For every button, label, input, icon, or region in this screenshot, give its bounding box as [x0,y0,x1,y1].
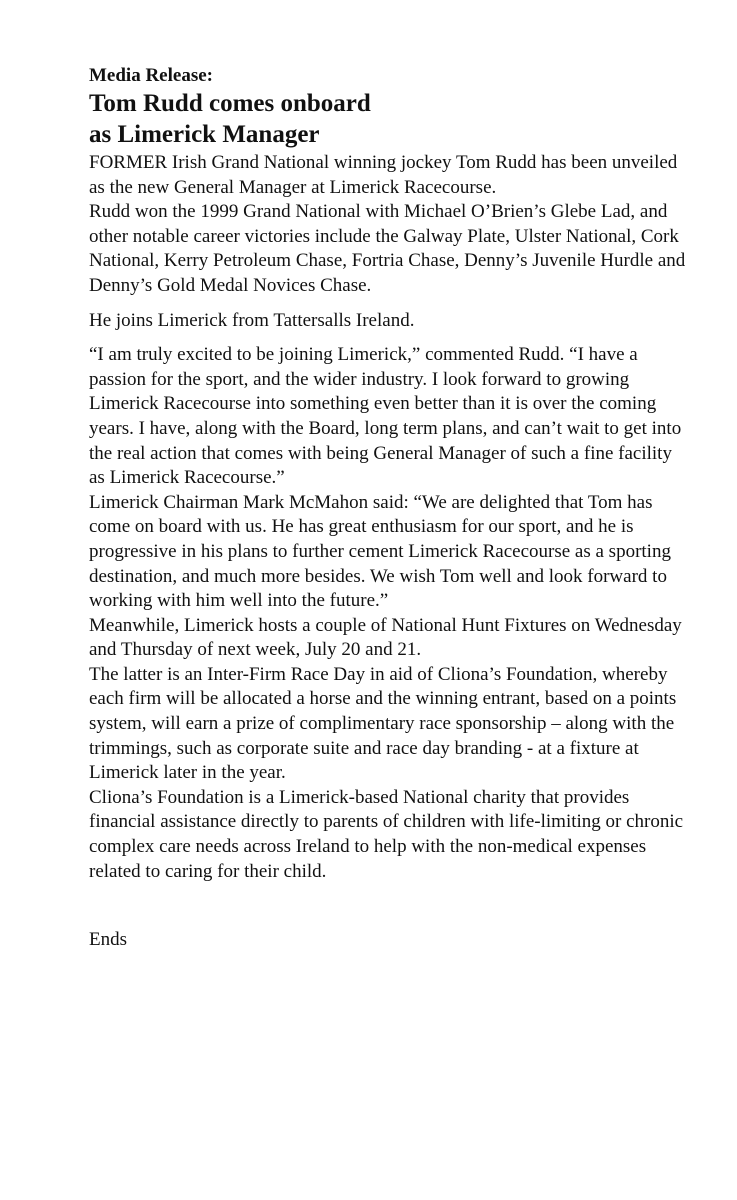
paragraph-fixtures: Meanwhile, Limerick hosts a couple of National Hunt Fixtures on Wednesday and Thursday of next week, July 20 and 21. [89,614,682,661]
paragraph-rudd-quote: “I am truly excited to be joining Limerick,” commented Rudd. “I have a passion for the sport, and the wider industry. I look forward to growing Limerick Racecourse into something even better than it is over the coming years. I have, along with the Board, long term plans, and can’t wait to get into the real action that comes with being General Manager of such a fine facility as Limerick Racecourse.” [89,344,682,489]
paragraph-intro: FORMER Irish Grand National winning jockey Tom Rudd has been unveiled as the new General Manager at Limerick Racecourse. [89,152,678,198]
paragraph-career: Rudd won the 1999 Grand National with Michael O’Brien’s Glebe Lad, and other notable career victories include the Galway Plate, Ulster National, Cork National, Kerry Petroleum Chase, Fortria Chase, Denny’s Juvenile Hurdle and Denny’s Gold Medal Novices Chase. [89,201,686,296]
headline-line-2: as Limerick Manager [89,121,320,148]
paragraph-joins: He joins Limerick from Tattersalls Ireland. [89,309,415,331]
press-release-document [89,64,689,953]
paragraph-foundation: Cliona’s Foundation is a Limerick-based National charity that provides financial assistance directly to parents of children with life-limiting or chronic complex care needs across Ireland to help with the non-medical expenses related to caring for their child. [89,786,684,882]
media-release-label: Media Release: [89,65,213,86]
paragraph-inter-firm: The latter is an Inter-Firm Race Day in aid of Cliona’s Foundation, whereby each firm will be allocated a horse and the winning entrant, based on a points system, will earn a prize of complimentary race sponsorship – along with the trimmings, such as corporate suite and race day branding - at a fixture at Limerick later in the year. [89,663,677,784]
headline [89,88,689,150]
paragraph-chairman-quote: Limerick Chairman Mark McMahon said: “We are delighted that Tom has come on board with us. He has great enthusiasm for our sport, and he is progressive in his plans to further cement Limerick Racecourse as a sporting destination, and much more besides. We wish Tom well and look forward to working with him well into the future.” [89,491,671,612]
ends-marker: Ends [89,929,127,951]
headline-line-1: Tom Rudd comes onboard [89,90,371,117]
